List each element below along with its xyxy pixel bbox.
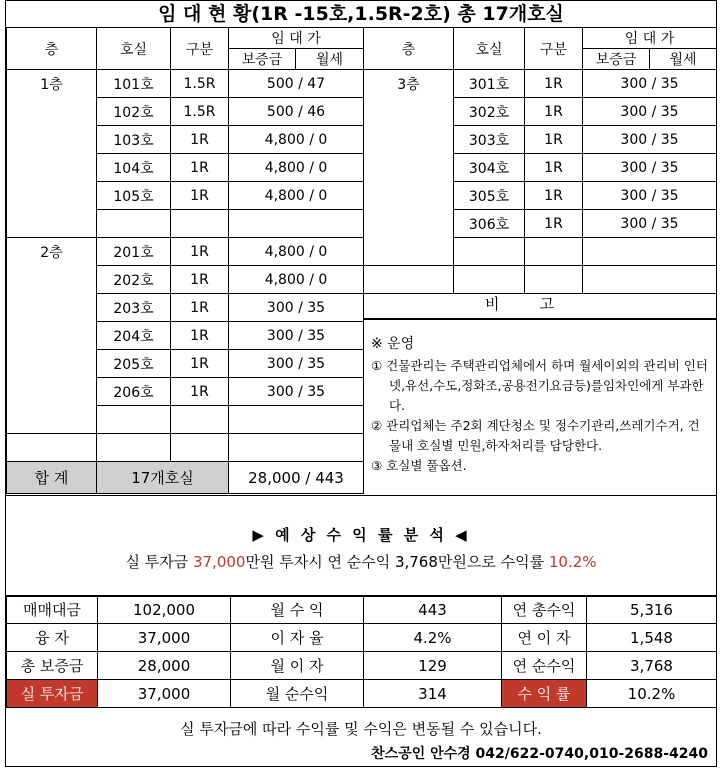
header-rent: 임 대 가	[229, 28, 364, 49]
rent-cell	[229, 210, 364, 238]
finance-value: 10.2%	[587, 680, 717, 708]
finance-label: 연 순수익	[502, 652, 587, 680]
room-cell: 202호	[97, 266, 171, 294]
contact-info: 찬스공인 안수경 042/622-0740,010-2688-4240	[371, 746, 708, 762]
type-cell: 1R	[171, 322, 229, 350]
analysis-prefix: 실 투자금	[125, 553, 193, 571]
finance-value: 5,316	[587, 596, 717, 624]
header-rent: 임 대 가	[583, 28, 717, 49]
room-cell	[97, 434, 171, 462]
rent-cell: 300 / 35	[229, 350, 364, 378]
rent-cell: 300 / 35	[583, 154, 717, 182]
type-cell: 1R	[171, 378, 229, 406]
room-cell: 104호	[97, 154, 171, 182]
finance-value: 102,000	[98, 596, 231, 624]
finance-label: 수 익 률	[502, 680, 587, 708]
finance-label: 월 순수익	[231, 680, 364, 708]
room-cell: 101호	[97, 70, 171, 98]
table-row	[7, 182, 364, 210]
table-row	[364, 98, 717, 126]
header-type: 구분	[171, 28, 229, 70]
type-cell	[171, 434, 229, 462]
finance-row	[7, 652, 717, 680]
finance-row	[7, 624, 717, 652]
room-cell	[97, 210, 171, 238]
table-row	[364, 154, 717, 182]
table-row	[364, 126, 717, 154]
analysis-amount: 37,000	[192, 553, 246, 571]
floor-cell	[7, 350, 97, 378]
type-cell: 1R	[525, 126, 583, 154]
notes-heading: ※ 운영	[371, 336, 415, 352]
type-cell	[171, 406, 229, 434]
floor-cell	[7, 378, 97, 406]
finance-label: 총 보증금	[7, 652, 98, 680]
finance-row	[7, 596, 717, 624]
floor-cell	[364, 182, 454, 210]
floor-cell	[7, 406, 97, 434]
notes-title: 비고	[363, 290, 716, 320]
room-cell: 304호	[454, 154, 525, 182]
rent-cell: 300 / 35	[583, 210, 717, 238]
room-cell	[97, 406, 171, 434]
analysis-summary	[6, 551, 716, 572]
finance-row	[7, 680, 717, 708]
floor-cell: 1층	[7, 70, 97, 98]
header-monthly: 월세	[650, 49, 717, 70]
rent-cell: 300 / 35	[583, 182, 717, 210]
floor-cell: 2층	[7, 238, 97, 266]
table-row	[7, 70, 364, 98]
floor-cell	[7, 126, 97, 154]
table-row	[7, 322, 364, 350]
note-item-2: ② 관리업체는 주2회 계단청소 및 정수기관리,쓰레기수거, 건물내 호실별 민원,하자처리를 담당한다.	[371, 418, 700, 453]
finance-label: 월 수 익	[231, 596, 364, 624]
floor-cell	[364, 154, 454, 182]
type-cell: 1R	[525, 182, 583, 210]
type-cell: 1R	[525, 70, 583, 98]
analysis-middle: 만원 투자시 연 순수익 3,768만원으로 수익률	[245, 553, 549, 571]
notes-box	[363, 290, 716, 495]
rent-cell: 4,800 / 0	[229, 182, 364, 210]
room-cell: 203호	[97, 294, 171, 322]
finance-value: 37,000	[98, 624, 231, 652]
table-row	[7, 266, 364, 294]
room-cell: 205호	[97, 350, 171, 378]
left-rental-table	[6, 27, 364, 494]
table-row	[364, 182, 717, 210]
rent-cell	[229, 406, 364, 434]
header-room: 호실	[454, 28, 525, 70]
rent-cell	[229, 434, 364, 462]
rent-cell: 4,800 / 0	[229, 126, 364, 154]
table-row	[364, 238, 717, 266]
finance-value: 4.2%	[364, 624, 502, 652]
table-row	[7, 378, 364, 406]
rent-cell	[583, 238, 717, 266]
rent-cell: 500 / 47	[229, 70, 364, 98]
type-cell: 1R	[171, 294, 229, 322]
room-cell: 102호	[97, 98, 171, 126]
floor-cell	[364, 238, 454, 266]
table-row	[7, 434, 364, 462]
floor-cell	[7, 294, 97, 322]
type-cell: 1R	[171, 126, 229, 154]
table-row	[364, 70, 717, 98]
finance-value: 37,000	[98, 680, 231, 708]
finance-table	[6, 595, 717, 708]
finance-label: 월 이 자	[231, 652, 364, 680]
type-cell: 1R	[171, 350, 229, 378]
note-item-3: ③ 호실별 풀옵션.	[371, 458, 467, 473]
room-cell: 206호	[97, 378, 171, 406]
room-cell: 306호	[454, 210, 525, 238]
note-item-1: ① 건물관리는 주택관리업체에서 하며 월세이외의 관리비 인터넷,유선,수도,정화조,공용전기요금등)를임차인에게 부과한다.	[371, 358, 708, 413]
floor-cell	[7, 154, 97, 182]
right-rental-table	[363, 27, 717, 294]
room-cell	[454, 238, 525, 266]
disclaimer: 실 투자금에 따라 수익률 및 수익은 변동될 수 있습니다.	[180, 720, 542, 738]
room-cell: 105호	[97, 182, 171, 210]
type-cell	[171, 210, 229, 238]
rent-cell: 300 / 35	[229, 294, 364, 322]
header-type: 구분	[525, 28, 583, 70]
table-row	[7, 154, 364, 182]
floor-cell	[7, 182, 97, 210]
header-deposit: 보증금	[229, 49, 296, 70]
table-row	[7, 210, 364, 238]
room-cell: 303호	[454, 126, 525, 154]
table-row	[7, 406, 364, 434]
type-cell: 1R	[171, 238, 229, 266]
type-cell: 1R	[525, 210, 583, 238]
floor-cell	[7, 266, 97, 294]
table-row	[7, 294, 364, 322]
rent-cell: 300 / 35	[583, 126, 717, 154]
finance-label: 실 투자금	[7, 680, 98, 708]
header-deposit: 보증금	[583, 49, 650, 70]
page-title: 임 대 현 황(1R -15호,1.5R-2호) 총 17개호실	[6, 1, 716, 28]
finance-value: 129	[364, 652, 502, 680]
rent-cell: 4,800 / 0	[229, 154, 364, 182]
floor-cell: 3층	[364, 70, 454, 98]
type-cell	[525, 238, 583, 266]
floor-cell	[364, 98, 454, 126]
finance-label: 연 총수익	[502, 596, 587, 624]
header-monthly: 월세	[296, 49, 364, 70]
room-cell: 201호	[97, 238, 171, 266]
table-row	[7, 98, 364, 126]
finance-value: 28,000	[98, 652, 231, 680]
analysis-title: ▶ 예 상 수 익 률 분 석 ◀	[252, 526, 470, 544]
finance-value: 314	[364, 680, 502, 708]
rent-cell: 300 / 35	[583, 98, 717, 126]
rent-cell: 300 / 35	[229, 322, 364, 350]
yield-analysis	[6, 495, 716, 597]
floor-cell	[7, 98, 97, 126]
total-row	[7, 462, 364, 494]
rent-cell: 300 / 35	[583, 70, 717, 98]
finance-label: 이 자 율	[231, 624, 364, 652]
finance-value: 3,768	[587, 652, 717, 680]
table-row	[364, 210, 717, 238]
total-label: 합 계	[7, 462, 97, 494]
table-row	[7, 350, 364, 378]
type-cell: 1R	[171, 154, 229, 182]
room-cell: 305호	[454, 182, 525, 210]
rent-cell: 300 / 35	[229, 378, 364, 406]
rent-cell: 4,800 / 0	[229, 238, 364, 266]
room-cell: 103호	[97, 126, 171, 154]
finance-value: 443	[364, 596, 502, 624]
type-cell: 1R	[171, 266, 229, 294]
finance-label: 연 이 자	[502, 624, 587, 652]
type-cell: 1.5R	[171, 98, 229, 126]
finance-label: 매매대금	[7, 596, 98, 624]
room-cell: 204호	[97, 322, 171, 350]
room-cell: 301호	[454, 70, 525, 98]
rental-status-sheet	[5, 0, 717, 767]
floor-cell	[364, 210, 454, 238]
floor-cell	[7, 322, 97, 350]
type-cell: 1R	[525, 154, 583, 182]
type-cell: 1R	[171, 182, 229, 210]
floor-cell	[7, 434, 97, 462]
table-row	[7, 238, 364, 266]
analysis-rate: 10.2%	[548, 553, 597, 571]
total-rent: 28,000 / 443	[229, 462, 364, 494]
type-cell: 1R	[525, 98, 583, 126]
header-room: 호실	[97, 28, 171, 70]
table-row	[7, 126, 364, 154]
finance-label: 융 자	[7, 624, 98, 652]
room-cell: 302호	[454, 98, 525, 126]
header-floor: 층	[7, 28, 97, 70]
total-rooms: 17개호실	[97, 462, 229, 494]
rent-cell: 500 / 46	[229, 98, 364, 126]
rent-cell: 4,800 / 0	[229, 266, 364, 294]
floor-cell	[364, 126, 454, 154]
finance-value: 1,548	[587, 624, 717, 652]
header-floor: 층	[364, 28, 454, 70]
floor-cell	[7, 210, 97, 238]
type-cell: 1.5R	[171, 70, 229, 98]
